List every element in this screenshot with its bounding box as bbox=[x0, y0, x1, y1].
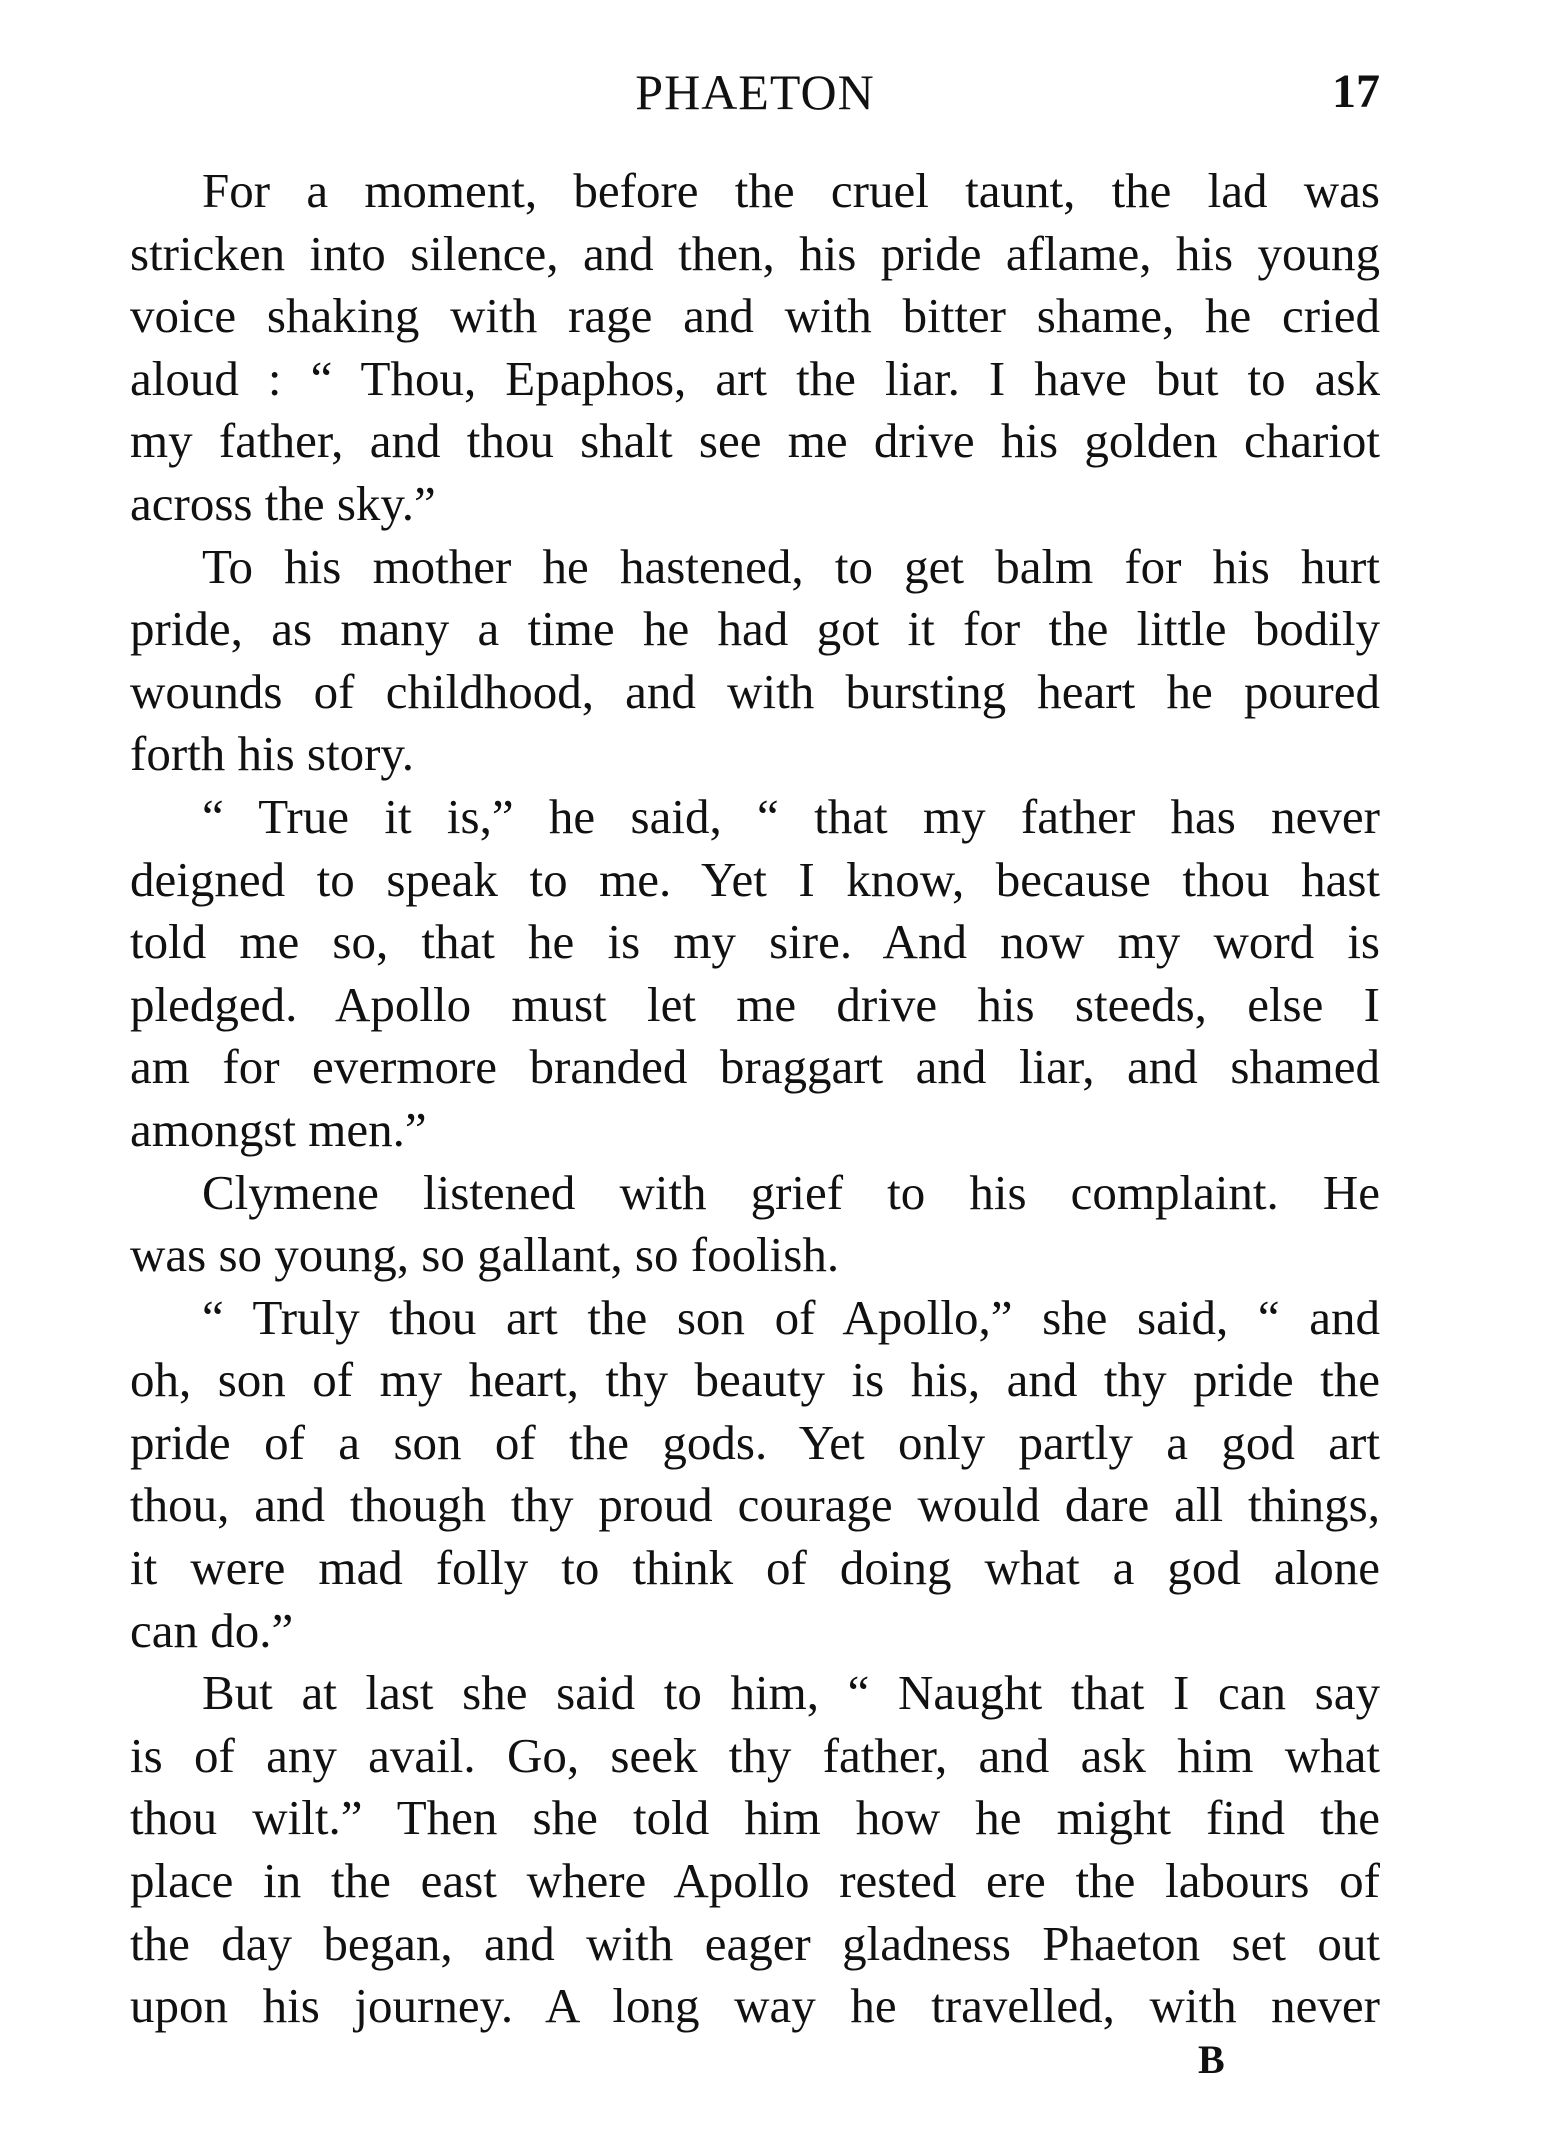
text-line: thou wilt.” Then she told him how he might find the bbox=[130, 1790, 1380, 1846]
text-line: stricken into silence, and then, his pride aflame, his young bbox=[130, 225, 1380, 281]
text-line: across the sky.” bbox=[130, 475, 436, 531]
running-head bbox=[130, 52, 1380, 132]
page-number: 17 bbox=[1332, 65, 1380, 118]
text-line: it were mad folly to think of doing what a god alone bbox=[130, 1540, 1380, 1596]
text-line: is of any avail. Go, seek thy father, and ask him what bbox=[130, 1727, 1380, 1783]
text-line: place in the east where Apollo rested ere the labours of bbox=[130, 1853, 1380, 1909]
text-line: “ True it is,” he said, “ that my father has never bbox=[202, 788, 1380, 844]
body-text bbox=[130, 160, 1380, 2038]
text-line: thou, and though thy proud courage would dare all things, bbox=[130, 1477, 1380, 1533]
text-line: pride of a son of the gods. Yet only partly a god art bbox=[130, 1414, 1380, 1470]
text-line: oh, son of my heart, thy beauty is his, and thy pride the bbox=[130, 1352, 1380, 1408]
text-line: was so young, so gallant, so foolish. bbox=[130, 1227, 840, 1283]
text-line: wounds of childhood, and with bursting heart he poured bbox=[130, 663, 1380, 719]
text-line: voice shaking with rage and with bitter shame, he cried bbox=[130, 288, 1380, 344]
text-line: For a moment, before the cruel taunt, the lad was bbox=[202, 163, 1380, 218]
text-line: “ Truly thou art the son of Apollo,” she said, “ and bbox=[202, 1289, 1380, 1345]
running-title: PHAETON bbox=[635, 64, 875, 120]
text-line: upon his journey. A long way he travelled, with never bbox=[130, 1978, 1380, 2034]
text-line: can do.” bbox=[130, 1602, 294, 1658]
text-line: pride, as many a time he had got it for the little bodily bbox=[130, 601, 1380, 657]
signature-mark: B bbox=[1198, 2037, 1225, 2082]
text-line: To his mother he hastened, to get balm for his hurt bbox=[202, 538, 1380, 594]
text-line: pledged. Apollo must let me drive his steeds, else I bbox=[130, 976, 1380, 1032]
text-line: amongst men.” bbox=[130, 1101, 427, 1157]
text-line: my father, and thou shalt see me drive his golden chariot bbox=[130, 413, 1380, 469]
text-line: aloud : “ Thou, Epaphos, art the liar. I have but to ask bbox=[130, 350, 1380, 406]
text-line: Clymene listened with grief to his complaint. He bbox=[202, 1164, 1380, 1220]
text-line: forth his story. bbox=[130, 726, 414, 782]
text-line: But at last she said to him, “ Naught that I can say bbox=[202, 1665, 1380, 1721]
text-line: deigned to speak to me. Yet I know, because thou hast bbox=[130, 851, 1380, 907]
text-line: am for evermore branded braggart and liar, and shamed bbox=[130, 1039, 1380, 1095]
text-line: the day began, and with eager gladness Phaeton set out bbox=[130, 1915, 1380, 1971]
text-line: told me so, that he is my sire. And now my word is bbox=[130, 914, 1380, 970]
